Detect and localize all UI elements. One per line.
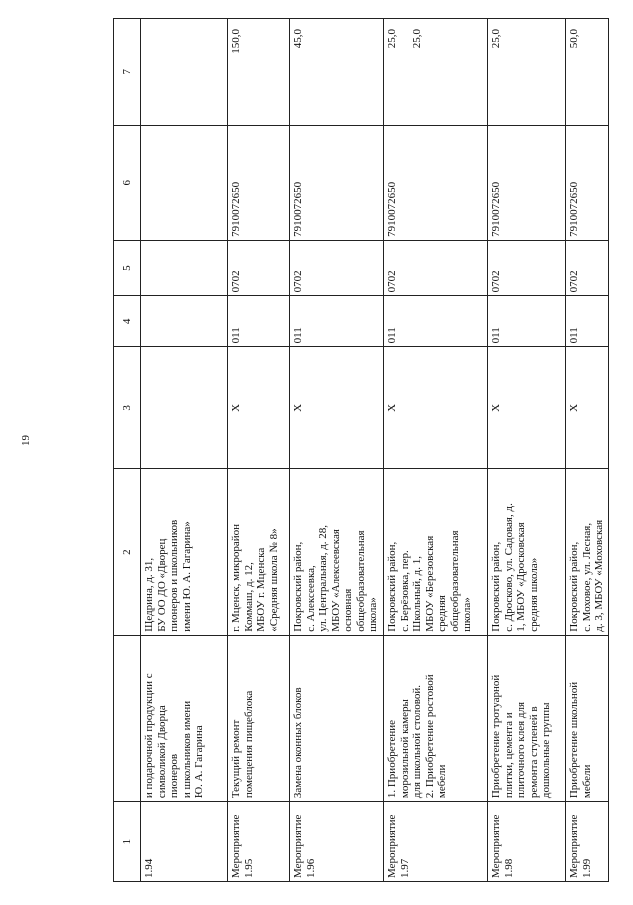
measure-cell bbox=[290, 635, 384, 801]
text-line: общеобразовательная bbox=[448, 530, 461, 632]
measure-cell bbox=[488, 635, 566, 801]
rotated-table-container bbox=[113, 18, 605, 882]
table-row bbox=[141, 19, 228, 882]
code-cell: 7910072650 bbox=[228, 125, 290, 240]
text-line: «Средняя школа № 8» bbox=[267, 528, 280, 632]
address-cell bbox=[228, 469, 290, 635]
text-line: г. Мценск, микрорайон bbox=[230, 523, 242, 632]
table-row bbox=[488, 19, 566, 882]
code-cell: 7910072650 bbox=[290, 125, 384, 240]
code-cell: 7910072650 bbox=[566, 125, 609, 240]
address-cell bbox=[566, 469, 609, 635]
table-row bbox=[384, 19, 488, 882]
code-cell: 0702 bbox=[566, 240, 609, 295]
text-line: мебели bbox=[580, 764, 593, 799]
text-line: Приобретение тротуарной bbox=[490, 674, 502, 799]
page-number: 19 bbox=[20, 435, 32, 446]
code-cell: 0702 bbox=[488, 240, 566, 295]
text-line: ремонта ступеней в bbox=[527, 706, 540, 799]
text-line: общеобразовательная bbox=[354, 530, 367, 632]
code-cell: 7910072650 bbox=[384, 125, 488, 240]
header-cell: 4 bbox=[114, 296, 141, 347]
code-cell: 011 bbox=[228, 296, 290, 347]
amount-cell: 50,0 bbox=[566, 19, 609, 126]
text-line: средняя bbox=[436, 595, 448, 632]
text-line: Приобретение школьной bbox=[568, 681, 580, 799]
address-cell bbox=[384, 469, 488, 635]
amount-cell bbox=[141, 19, 228, 126]
text-line: пионеров bbox=[168, 753, 180, 799]
row-id-cell: 1.94 bbox=[141, 802, 228, 882]
text-line: пионеров и школьников bbox=[168, 519, 180, 632]
amount-cell bbox=[384, 19, 488, 126]
text-line: Коммаш, д. 12, bbox=[242, 562, 255, 632]
code-cell: 0702 bbox=[384, 240, 488, 295]
text-line: основная bbox=[342, 588, 354, 632]
header-cell: 3 bbox=[114, 347, 141, 469]
text-line: с. Алексеевка, bbox=[304, 565, 317, 632]
amount-line: 25,0 bbox=[386, 29, 398, 49]
header-cell: 6 bbox=[114, 125, 141, 240]
text-line: с. Дросково, ул. Садовая, д. bbox=[502, 503, 515, 632]
code-cell: 7910072650 bbox=[488, 125, 566, 240]
text-line: мебели bbox=[436, 764, 448, 799]
text-line: МБОУ «Березовская bbox=[423, 535, 436, 632]
mark-cell: Х bbox=[384, 347, 488, 469]
header-cell: 2 bbox=[114, 469, 141, 635]
header-cell: 7 bbox=[114, 19, 141, 126]
mark-cell: Х bbox=[228, 347, 290, 469]
text-line: Щедрина, д. 31, bbox=[143, 557, 155, 632]
text-line: имени Ю. А. Гагарина» bbox=[180, 521, 193, 632]
text-line: 1, МБОУ «Дросковская bbox=[515, 522, 527, 632]
text-line: с. Моховое, ул. Лесная, bbox=[580, 522, 593, 632]
text-line: символикой Дворца bbox=[155, 705, 168, 799]
code-cell bbox=[141, 296, 228, 347]
measure-cell bbox=[141, 635, 228, 801]
header-row bbox=[114, 19, 141, 882]
amount-cell: 45,0 bbox=[290, 19, 384, 126]
text-line: Школьный, д. 1, bbox=[411, 556, 423, 632]
text-line: и школьников имени bbox=[180, 700, 193, 799]
code-cell: 011 bbox=[488, 296, 566, 347]
row-id-cell: Мероприятие 1.97 bbox=[384, 802, 488, 882]
text-line: Ю. А. Гагарина bbox=[193, 725, 205, 799]
text-line: школа» bbox=[461, 597, 473, 632]
row-id-cell: Мероприятие 1.96 bbox=[290, 802, 384, 882]
text-line: Покровский район, bbox=[386, 541, 398, 632]
text-line: для школьной столовой. bbox=[411, 684, 423, 799]
text-line: помещения пищеблока bbox=[242, 690, 255, 799]
text-line: морозильной камеры bbox=[398, 699, 411, 799]
table-row bbox=[290, 19, 384, 882]
code-cell: 011 bbox=[566, 296, 609, 347]
mark-cell bbox=[141, 347, 228, 469]
text-line: 1. Приобретение bbox=[386, 719, 398, 799]
text-line: школа» bbox=[367, 597, 379, 632]
text-line: плитки, цемента и bbox=[502, 712, 515, 799]
text-line: с. Берёзовка, пер. bbox=[398, 550, 411, 632]
amount-line: 25,0 bbox=[410, 29, 423, 49]
text-line: ул. Центральная, д. 28, bbox=[317, 524, 329, 632]
row-id-cell: Мероприятие 1.99 bbox=[566, 802, 609, 882]
row-id-cell: Мероприятие 1.95 bbox=[228, 802, 290, 882]
text-line: средняя школа» bbox=[527, 557, 540, 632]
header-cell bbox=[114, 635, 141, 801]
measure-cell bbox=[228, 635, 290, 801]
text-line: д. 3, МБОУ «Моховская bbox=[593, 519, 605, 632]
text-line: и подарочной продукции с bbox=[143, 673, 155, 799]
code-cell bbox=[141, 240, 228, 295]
measure-cell bbox=[566, 635, 609, 801]
address-cell bbox=[488, 469, 566, 635]
budget-table bbox=[113, 18, 609, 882]
code-cell: 0702 bbox=[290, 240, 384, 295]
mark-cell: Х bbox=[566, 347, 609, 469]
text-line: 2. Приобретение ростовой bbox=[423, 674, 436, 799]
table-row bbox=[228, 19, 290, 882]
row-id-cell: Мероприятие 1.98 bbox=[488, 802, 566, 882]
address-cell bbox=[290, 469, 384, 635]
measure-cell bbox=[384, 635, 488, 801]
code-cell: 0702 bbox=[228, 240, 290, 295]
header-cell: 5 bbox=[114, 240, 141, 295]
text-line: дошкольные группы bbox=[540, 702, 552, 799]
table-row bbox=[566, 19, 609, 882]
header-cell: 1 bbox=[114, 802, 141, 882]
mark-cell: Х bbox=[290, 347, 384, 469]
address-cell bbox=[141, 469, 228, 635]
mark-cell: Х bbox=[488, 347, 566, 469]
text-line: Покровский район, bbox=[292, 541, 304, 632]
text-line: Текущий ремонт bbox=[230, 719, 242, 799]
text-line: МБОУ «Алексеевская bbox=[329, 529, 342, 632]
amount-cell: 25,0 bbox=[488, 19, 566, 126]
code-cell bbox=[141, 125, 228, 240]
text-line: МБОУ г. Мценска bbox=[255, 547, 267, 632]
code-cell: 011 bbox=[290, 296, 384, 347]
text-line: Покровский район, bbox=[568, 541, 580, 632]
text-line: плиточного клея для bbox=[515, 701, 527, 799]
code-cell: 011 bbox=[384, 296, 488, 347]
amount-cell: 150,0 bbox=[228, 19, 290, 126]
text-line: Замена оконных блоков bbox=[292, 687, 304, 799]
text-line: БУ ОО ДО «Дворец bbox=[155, 538, 168, 632]
text-line: Покровский район, bbox=[490, 541, 502, 632]
